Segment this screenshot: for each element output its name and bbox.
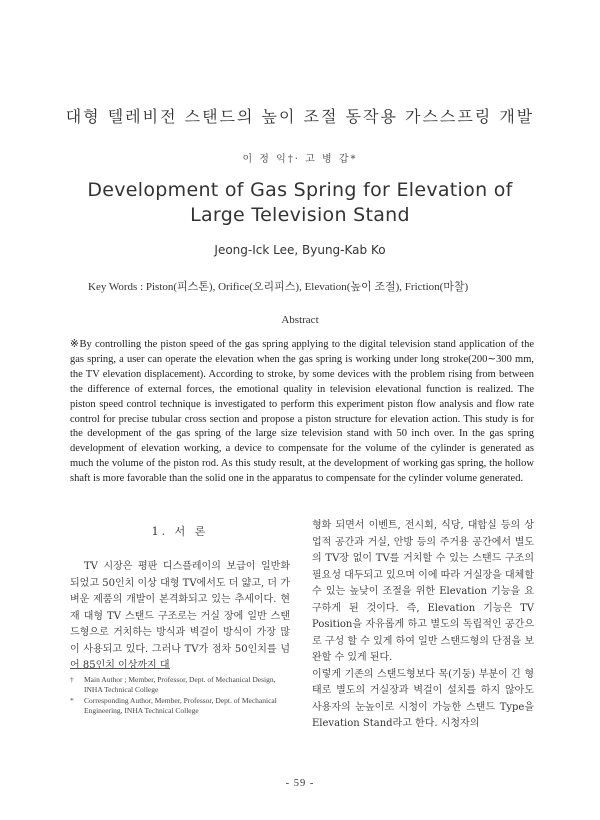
section-heading-introduction: 1. 서 론 [151, 525, 209, 538]
intro-paragraph-right-2: 이렇게 기존의 스탠드형보다 목(기둥) 부분이 긴 형태로 별도의 거실장과 벽걸이 설치를 하지 않아도 사용자의 눈높이로 시청이 가능한 스탠드 Type을 Elevation Stand라고 한다. 시청자의 [312, 668, 534, 729]
abstract-body [70, 338, 534, 487]
english-title-line-2: Large Television Stand [190, 204, 410, 226]
korean-authors: 이 정 익†· 고 병 갑* [242, 154, 358, 165]
korean-title: 대형 텔레비전 스탠드의 높이 조절 동작용 가스스프링 개발 [65, 107, 535, 126]
footnote-rule [70, 668, 170, 669]
footnotes [70, 675, 294, 717]
asterisk-mark: * [70, 696, 74, 705]
abstract-heading: Abstract [281, 314, 319, 326]
english-title-line-1: Development of Gas Spring for Elevation of [87, 179, 513, 201]
right-column [312, 518, 534, 733]
footnote-text: Main Author ; Member, Professor, Dept. of Mechanical Design, INHA Technical College [84, 675, 276, 694]
footnote-text: Corresponding Author, Member, Professor, Dept. of Mechanical Engineering, INHA Technical College [84, 696, 277, 715]
intro-paragraph-left: TV 시장은 평판 디스플레이의 보급이 일반화 되었고 50인치 이상 대형 TV에서도 더 얇고, 더 가벼운 제품의 개발이 본격화되고 있는 추세이다. 현재 대형 TV 스탠드 구조로는 거실 장에 일반 스탠드형으로 거치하는 방식과 벽걸이 방식이 가장 많이 사용되고 있다. 그러나 TV가 점차 50인치를 넘어 85인치 이상까지 대 [70, 561, 290, 671]
footnote-corresponding-author [70, 696, 294, 716]
english-title [0, 178, 600, 228]
left-column [70, 559, 290, 675]
key-words: Key Words : Piston(피스톤), Orifice(오리피스), Elevation(높이 조절), Friction(마찰) [88, 281, 469, 293]
page-number: - 59 - [285, 778, 315, 789]
intro-paragraph-right-1: 형화 되면서 이벤트, 전시회, 식당, 대합실 등의 상업적 공간과 거실, 안방 등의 주거용 공간에서 별도의 TV장 없이 TV를 거치할 수 있는 스탠드 구조의 필요성 대두되고 있으며 이에 따라 거실장을 대체할 수 있는 높낮이 조절을 위한 Elevation 기능을 요구하게 된 것이다. 즉, Elevation 기능은 TV Position을 자유롭게 하고 별도의 독립적인 공간으로 구성 할 수 있게 하여 일반 스탠드형의 단점을 보완할 수 있게 된다. [312, 520, 534, 663]
english-authors: Jeong-Ick Lee, Byung-Kab Ko [214, 243, 386, 257]
footnote-main-author [70, 675, 294, 695]
dagger-mark: † [70, 675, 74, 684]
abstract-paragraph: ※By controlling the piston speed of the gas spring applying to the digital television stand application of the gas spring, a user can operate the elevation when the gas spring is working under long stroke(200∼300 mm, the TV elevation displacement). According to stroke, by some devices with the problem rising from between the difference of external forces, the emotional quality in television elevational function is realized. The piston speed control technique is investigated to perform this experiment piston flow analysis and flow rate control for precise tubular cross section and propose a piston structure for elevation action. This study is for the development of the gas spring of the large size television stand with 50 inch over. In the gas spring development of elevation working, a device to compensate for the volume of the cylinder is generated as much the volume of the piston rod. As this study result, at the development of working gas spring, the hollow shaft is more favorable than the solid one in the apparatus to compensate for the cylinder volume generated. [70, 339, 534, 485]
